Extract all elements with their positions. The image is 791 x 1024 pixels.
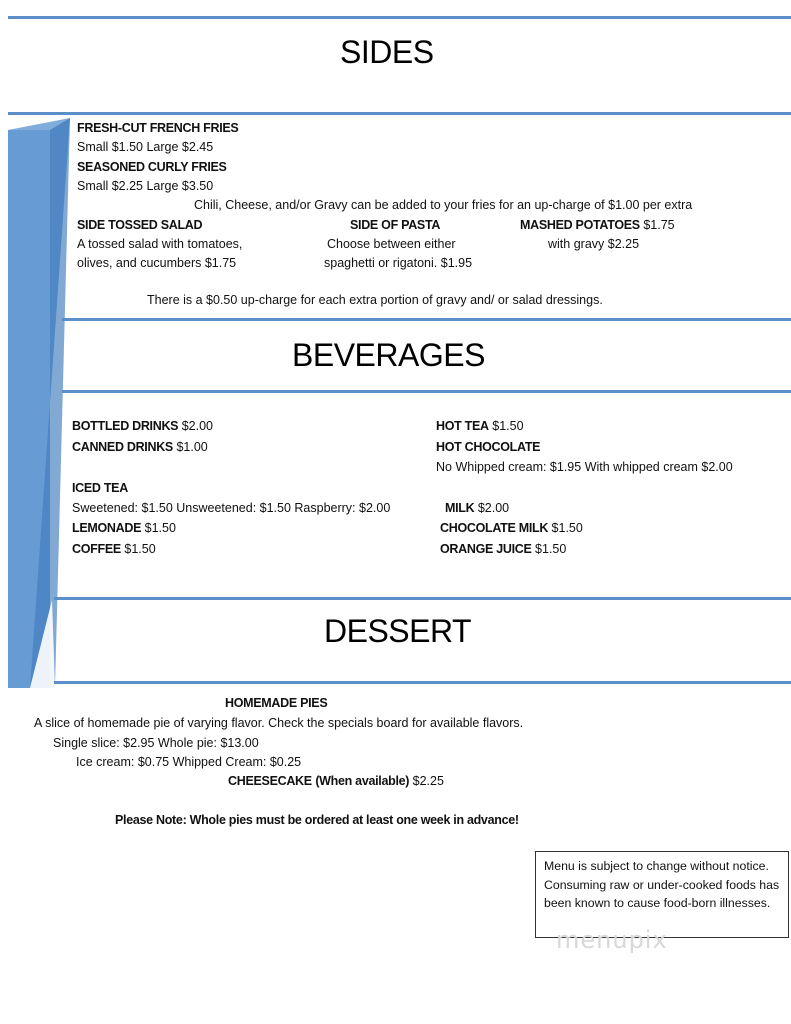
chocolate-milk — [440, 521, 583, 535]
coffee — [72, 542, 156, 556]
curly-fries-price: Small $2.25 Large $3.50 — [77, 179, 214, 193]
hot-tea — [436, 419, 524, 433]
mashed-desc: with gravy $2.25 — [548, 237, 640, 251]
dessert-bottom-rule — [54, 681, 791, 684]
beverages-bottom-rule — [62, 390, 791, 393]
canned-drinks — [72, 440, 208, 454]
sides-top-rule — [8, 16, 791, 19]
coffee-name: COFFEE — [72, 542, 121, 556]
bottled-drinks-name: BOTTLED DRINKS — [72, 419, 179, 433]
fries-addon-note: Chili, Cheese, and/or Gravy can be added to your fries for an up-charge of $1.00 per extra — [194, 198, 693, 212]
orange-juice-name: ORANGE JUICE — [440, 542, 532, 556]
disclaimer-box: Menu is subject to change without notice. Consuming raw or under-cooked foods has been known to cause food-born illnesses. — [535, 851, 789, 938]
fries-name: FRESH-CUT FRENCH FRIES — [77, 121, 239, 135]
bottled-drinks — [72, 419, 213, 433]
decorative-side-ribbon — [0, 0, 80, 700]
lemonade — [72, 521, 176, 535]
fries-price: Small $1.50 Large $2.45 — [77, 140, 214, 154]
sides-bottom-rule — [8, 112, 791, 115]
lemonade-name: LEMONADE — [72, 521, 142, 535]
sides-title: SIDES — [340, 34, 434, 70]
chocolate-milk-price: $1.50 — [551, 521, 583, 535]
cheesecake — [228, 774, 444, 788]
cheesecake-availability: (When available) — [315, 774, 410, 788]
chocolate-milk-name: CHOCOLATE MILK — [440, 521, 549, 535]
extra-charge-note: There is a $0.50 up-charge for each extra portion of gravy and/ or salad dressings. — [147, 293, 603, 307]
cheesecake-price: $2.25 — [412, 774, 444, 788]
iced-tea-desc: Sweetened: $1.50 Unsweetened: $1.50 Raspberry: $2.00 — [72, 501, 391, 515]
milk-price: $2.00 — [477, 501, 510, 515]
mashed-price: $1.75 — [643, 218, 675, 232]
beverages-title: BEVERAGES — [292, 337, 485, 373]
menupix-watermark: menupix — [556, 926, 668, 954]
lemonade-price: $1.50 — [144, 521, 176, 535]
hot-tea-price: $1.50 — [492, 419, 524, 433]
pies-name: HOMEMADE PIES — [225, 696, 328, 710]
milk-name: MILK — [445, 501, 475, 515]
pie-toppings: Ice cream: $0.75 Whipped Cream: $0.25 — [76, 755, 302, 769]
mashed-potatoes — [520, 218, 675, 232]
whole-pie-note: Please Note: Whole pies must be ordered at least one week in advance! — [115, 813, 519, 827]
hot-tea-name: HOT TEA — [436, 419, 489, 433]
beverages-top-rule — [62, 318, 791, 321]
canned-drinks-price: $1.00 — [176, 440, 208, 454]
milk — [445, 501, 509, 515]
pasta-name: SIDE OF PASTA — [350, 218, 441, 232]
salad-desc-1: A tossed salad with tomatoes, — [77, 237, 243, 251]
pies-desc: A slice of homemade pie of varying flavor. Check the specials board for available flavors. — [34, 716, 524, 730]
coffee-price: $1.50 — [124, 542, 156, 556]
pies-price: Single slice: $2.95 Whole pie: $13.00 — [53, 736, 259, 750]
canned-drinks-name: CANNED DRINKS — [72, 440, 173, 454]
dessert-top-rule — [54, 597, 791, 600]
salad-desc-2: olives, and cucumbers $1.75 — [77, 256, 237, 270]
orange-juice-price: $1.50 — [535, 542, 567, 556]
curly-fries-name: SEASONED CURLY FRIES — [77, 160, 227, 174]
orange-juice — [440, 542, 566, 556]
pasta-desc-2: spaghetti or rigatoni. $1.95 — [324, 256, 473, 270]
hot-chocolate-desc: No Whipped cream: $1.95 With whipped cream $2.00 — [436, 460, 733, 474]
pasta-desc-1: Choose between either — [327, 237, 456, 251]
bottled-drinks-price: $2.00 — [181, 419, 213, 433]
mashed-name: MASHED POTATOES — [520, 218, 640, 232]
hot-chocolate-name: HOT CHOCOLATE — [436, 440, 541, 454]
cheesecake-name: CHEESECAKE — [228, 774, 312, 788]
salad-name: SIDE TOSSED SALAD — [77, 218, 203, 232]
dessert-title: DESSERT — [324, 613, 472, 649]
iced-tea-name: ICED TEA — [72, 481, 128, 495]
